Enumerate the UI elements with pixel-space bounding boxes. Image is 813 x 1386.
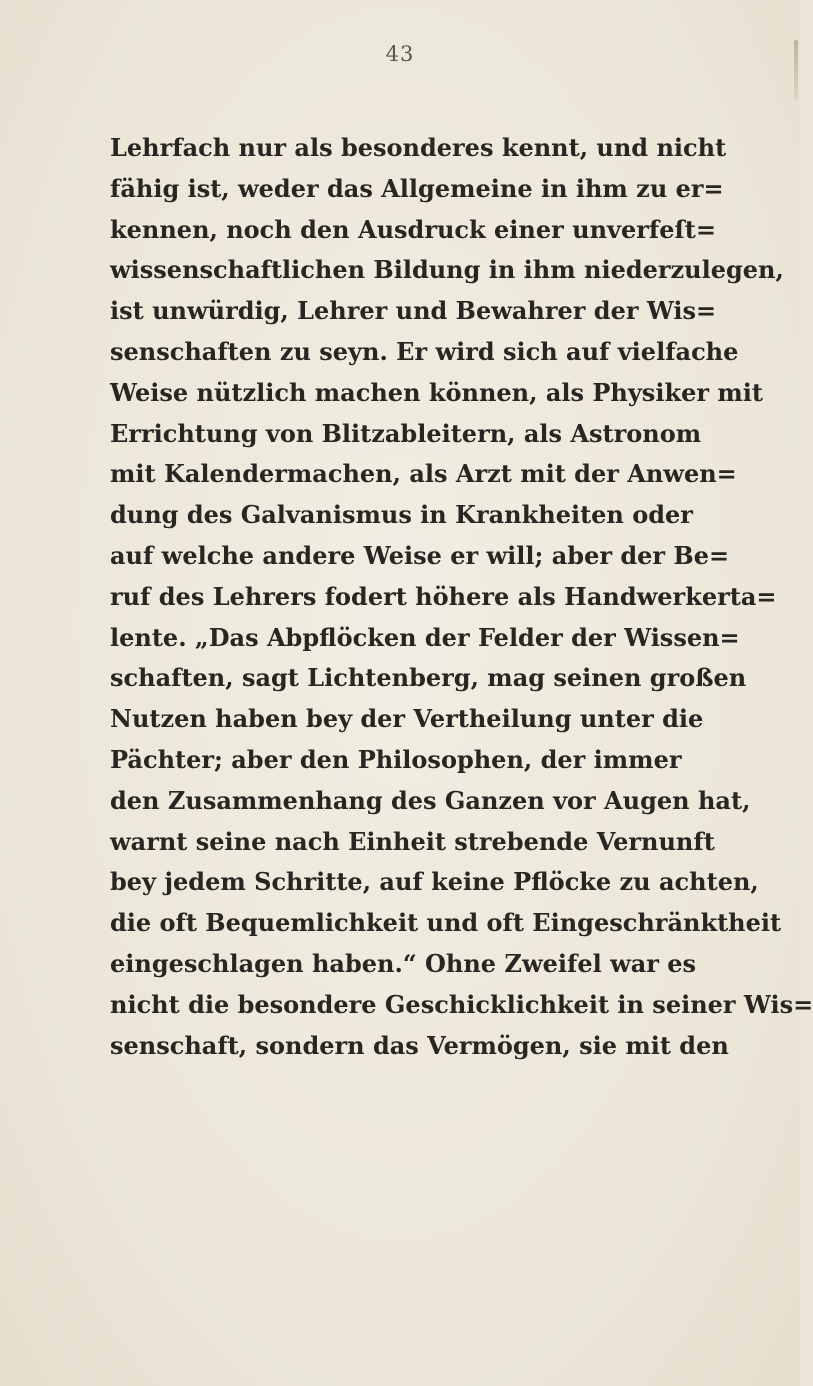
text-line: wissenschaftlichen Bildung in ihm niederzulegen, <box>110 255 784 285</box>
text-line: warnt seine nach Einheit strebende Vernunft <box>110 826 715 856</box>
page-number: 43 <box>385 42 415 66</box>
text-line: eingeschlagen haben.“ Ohne Zweifel war es <box>110 948 697 978</box>
body-text <box>110 128 813 1066</box>
text-line: Pächter; aber den Philosophen, der immer <box>110 744 682 774</box>
text-line: die oft Bequemlichkeit und oft Eingeschränktheit <box>110 908 782 938</box>
text-line: ruf des Lehrers fodert höhere als Handwerkerta= <box>110 581 777 611</box>
text-line: auf welche andere Weise er will; aber der Be= <box>110 540 730 570</box>
text-line: mit Kalendermachen, als Arzt mit der Anwen= <box>110 459 737 489</box>
text-line: fähig ist, weder das Allgemeine in ihm zu er= <box>110 173 724 203</box>
text-line: kennen, noch den Ausdruck einer unverfeſt= <box>110 214 716 244</box>
text-line: Weise nützlich machen können, als Physiker mit <box>110 377 763 407</box>
text-line: den Zusammenhang des Ganzen vor Augen hat, <box>110 785 751 815</box>
text-line: senschaften zu seyn. Er wird sich auf vielfache <box>110 336 739 366</box>
text-line: dung des Galvanismus in Krankheiten oder <box>110 500 693 530</box>
text-line: Nutzen haben bey der Vertheilung unter die <box>110 704 704 734</box>
text-line: lente. „Das Abpflöcken der Felder der Wissen= <box>110 622 740 652</box>
text-line: bey jedem Schritte, auf keine Pflöcke zu achten, <box>110 867 759 897</box>
text-line: ist unwürdig, Lehrer und Bewahrer der Wis= <box>110 296 717 326</box>
text-line: senschaft, sondern das Vermögen, sie mit den <box>110 1030 729 1060</box>
text-line: Errichtung von Blitzableitern, als Astronom <box>110 418 702 448</box>
text-line: nicht die besondere Geschicklichkeit in seiner Wis= <box>110 989 813 1019</box>
text-line: Lehrfach nur als besonderes kennt, und nicht <box>110 133 727 162</box>
text-line: schaften, sagt Lichtenberg, mag seinen großen <box>110 663 747 693</box>
